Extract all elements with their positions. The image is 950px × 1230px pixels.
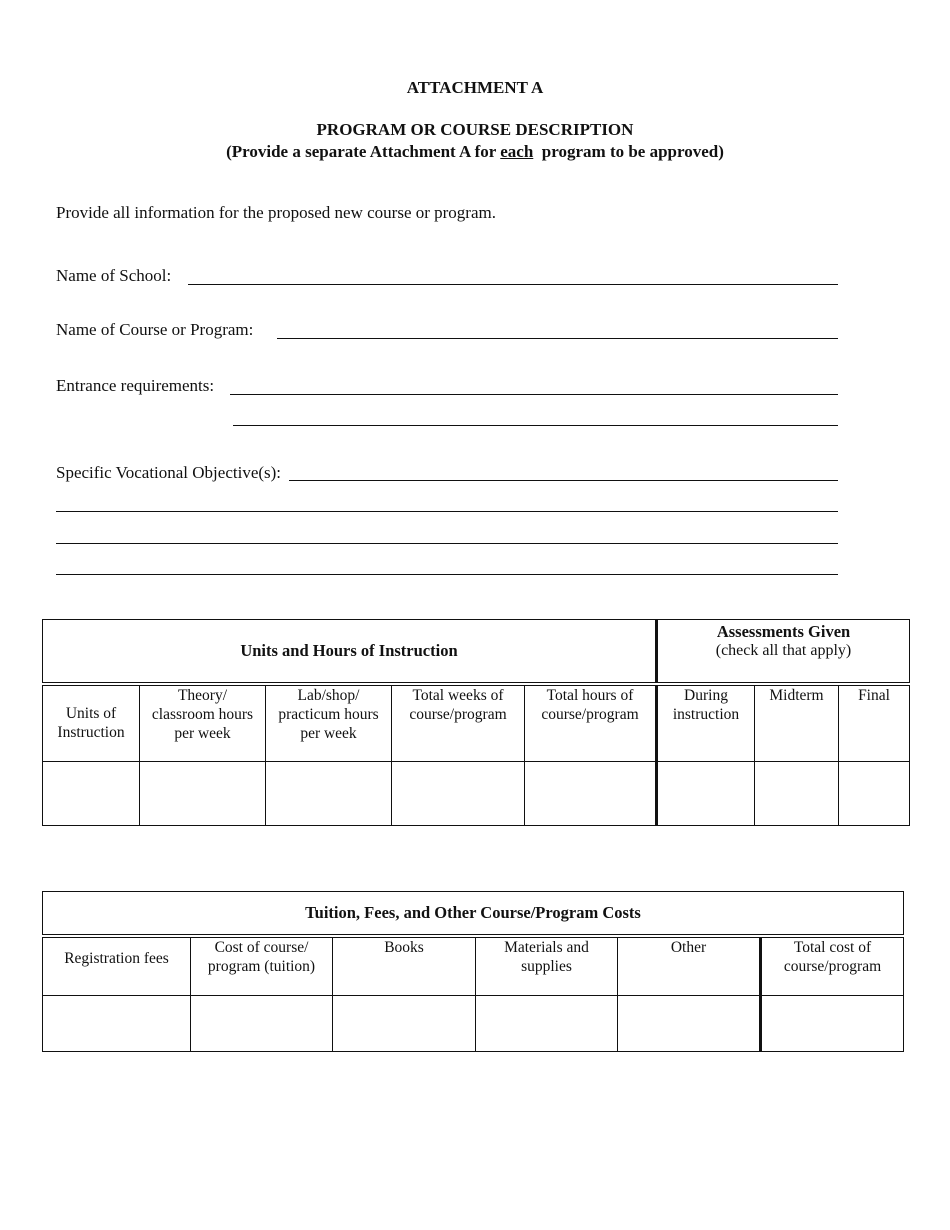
objective-input-line-3[interactable]	[56, 543, 838, 544]
subtitle-text-pre: (Provide a separate Attachment A for	[226, 142, 501, 161]
school-input-line[interactable]	[188, 284, 838, 285]
assessments-subtitle: (check all that apply)	[715, 642, 852, 659]
col-header-other: Other	[618, 936, 761, 996]
col-header-books: Books	[333, 936, 476, 996]
page-title: PROGRAM OR COURSE DESCRIPTION	[316, 120, 634, 139]
entrance-input-line-2[interactable]	[233, 425, 838, 426]
col-header-units: Units of Instruction	[43, 684, 140, 762]
intro-text: Provide all information for the proposed new course or program.	[56, 203, 496, 222]
page-subtitle	[0, 142, 950, 162]
final-cell[interactable]	[839, 762, 910, 826]
during-instruction-cell[interactable]	[657, 762, 755, 826]
col-header-during-instruction: During instruction	[657, 684, 755, 762]
instruction-table-title: Units and Hours of Instruction	[43, 620, 657, 684]
materials-cell[interactable]	[476, 996, 618, 1052]
course-input-line[interactable]	[277, 338, 838, 339]
col-header-materials: Materials and supplies	[476, 936, 618, 996]
tuition-cell[interactable]	[191, 996, 333, 1052]
midterm-cell[interactable]	[755, 762, 839, 826]
school-label: Name of School:	[56, 266, 172, 285]
theory-hours-cell[interactable]	[140, 762, 266, 826]
subtitle-emphasis: each	[500, 142, 534, 161]
assessments-title: Assessments Given	[716, 622, 851, 641]
books-cell[interactable]	[333, 996, 476, 1052]
assessments-header	[657, 620, 910, 684]
course-label: Name of Course or Program:	[56, 320, 254, 339]
col-header-total-cost: Total cost of course/program	[761, 936, 904, 996]
col-header-total-hours: Total hours of course/program	[525, 684, 657, 762]
objective-input-line-4[interactable]	[56, 574, 838, 575]
total-cost-cell[interactable]	[761, 996, 904, 1052]
other-cell[interactable]	[618, 996, 761, 1052]
subtitle-text-post: program to be approved)	[533, 142, 724, 161]
col-header-theory-hours: Theory/ classroom hours per week	[140, 684, 266, 762]
costs-table	[42, 891, 904, 1052]
col-header-registration-fees: Registration fees	[43, 936, 191, 996]
objective-label: Specific Vocational Objective(s):	[56, 463, 282, 482]
total-hours-cell[interactable]	[525, 762, 657, 826]
lab-hours-cell[interactable]	[266, 762, 392, 826]
col-header-tuition: Cost of course/ program (tuition)	[191, 936, 333, 996]
attachment-label: ATTACHMENT A	[406, 78, 544, 97]
registration-fees-cell[interactable]	[43, 996, 191, 1052]
entrance-label: Entrance requirements:	[56, 376, 215, 395]
instruction-table	[42, 619, 910, 826]
col-header-midterm: Midterm	[755, 684, 839, 762]
costs-table-title: Tuition, Fees, and Other Course/Program Costs	[43, 892, 904, 936]
col-header-lab-hours: Lab/shop/ practicum hours per week	[266, 684, 392, 762]
objective-input-line-1[interactable]	[289, 480, 838, 481]
col-header-final: Final	[839, 684, 910, 762]
entrance-input-line-1[interactable]	[230, 394, 838, 395]
objective-input-line-2[interactable]	[56, 511, 838, 512]
total-weeks-cell[interactable]	[392, 762, 525, 826]
col-header-total-weeks: Total weeks of course/program	[392, 684, 525, 762]
units-cell[interactable]	[43, 762, 140, 826]
